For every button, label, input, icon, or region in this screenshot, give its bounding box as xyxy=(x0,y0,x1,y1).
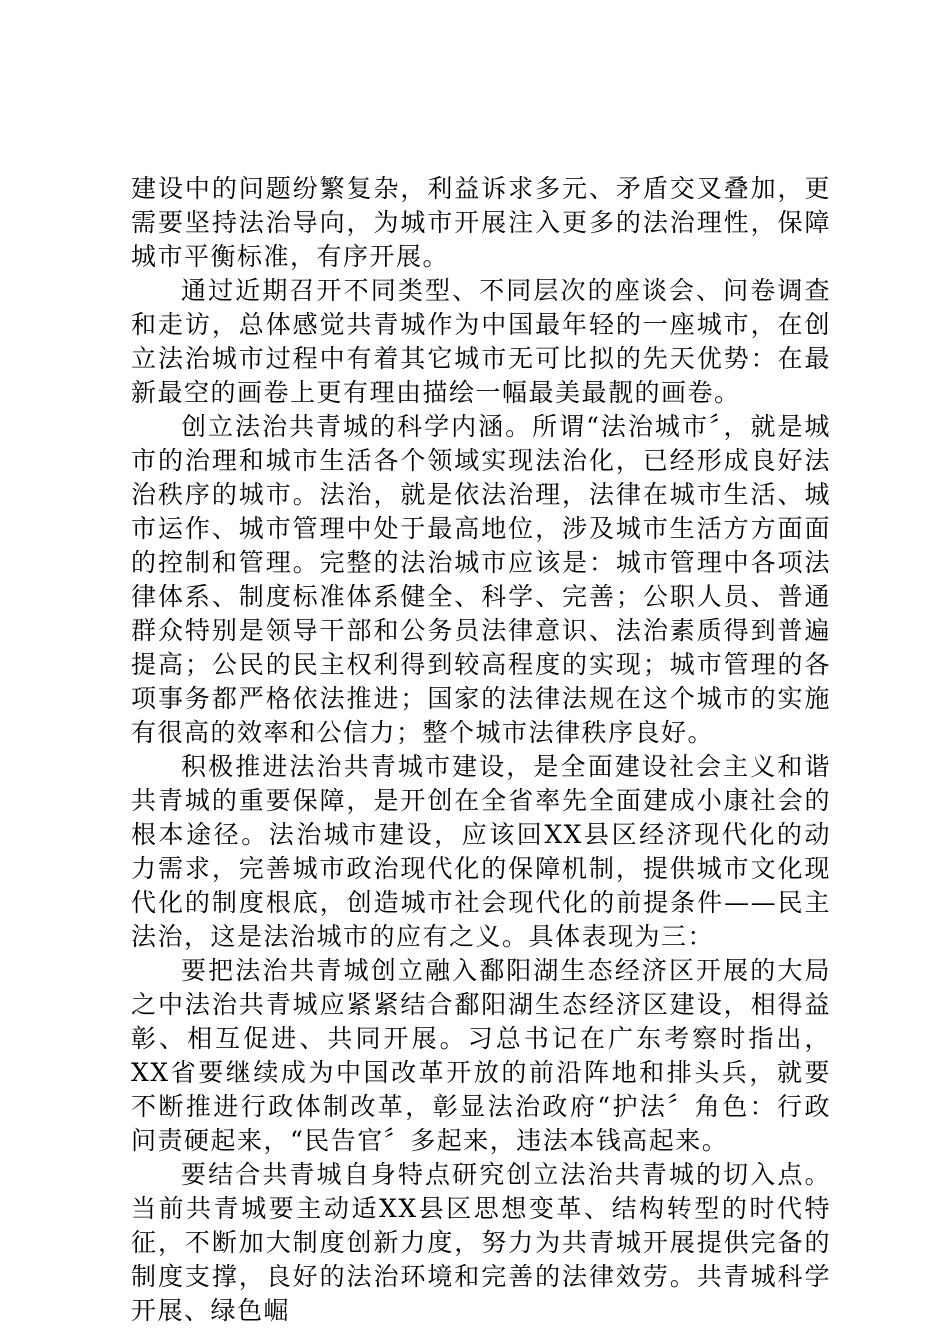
paragraph-4: 积极推进法治共青城市建设，是全面建设社会主义和谐共青城的重要保障，是开创在全省率先全面建成小康社会的根本途径。法治城市建设，应该回XX县区经济现代化的动力需求，完善城市政治现代化的保障机制，提供城市文化现代化的制度根底，创造城市社会现代化的前提条件——民主法治，这是法治城市的应有之义。具体表现为三： xyxy=(131,752,831,951)
paragraph-1: 建设中的问题纷繁复杂，利益诉求多元、矛盾交叉叠加，更需要坚持法治导向，为城市开展注入更多的法治理性，保障城市平衡标准，有序开展。 xyxy=(131,174,831,271)
paragraph-2: 通过近期召开不同类型、不同层次的座谈会、问卷调查和走访，总体感觉共青城作为中国最年轻的一座城市，在创立法治城市过程中有着其它城市无可比拟的先天优势：在最新最空的画卷上更有理由描绘一幅最美最靓的画卷。 xyxy=(131,276,831,407)
paragraph-6: 要结合共青城自身特点研究创立法治共青城的切入点。当前共青城要主动适XX县区思想变革、结构转型的时代特征，不断加大制度创新力度，努力为共青城开展提供完备的制度支撑，良好的法治环境和完善的法律效劳。共青城科学开展、绿色崛 xyxy=(131,1160,831,1325)
paragraph-5: 要把法治共青城创立融入鄱阳湖生态经济区开展的大局之中法治共青城应紧紧结合鄱阳湖生态经济区建设，相得益彰、相互促进、共同开展。习总书记在广东考察时指出，XX省要继续成为中国改革开放的前沿阵地和排头兵，就要不断推进行政体制改革，彰显法治政府“护法〞角色：行政问责硬起来，“民告官〞多起来，违法本钱高起来。 xyxy=(131,956,831,1155)
paragraph-3: 创立法治共青城的科学内涵。所谓“法治城市〞，就是城市的治理和城市生活各个领域实现法治化，已经形成良好法治秩序的城市。法治，就是依法治理，法律在城市生活、城市运作、城市管理中处于最高地位，涉及城市生活方方面面的控制和管理。完整的法治城市应该是：城市管理中各项法律体系、制度标准体系健全、科学、完善；公职人员、普通群众特别是领导干部和公务员法律意识、法治素质得到普遍提高；公民的民主权利得到较高程度的实现；城市管理的各项事务都严格依法推进；国家的法律法规在这个城市的实施有很高的效率和公信力；整个城市法律秩序良好。 xyxy=(131,412,831,747)
document-body xyxy=(131,172,831,1328)
